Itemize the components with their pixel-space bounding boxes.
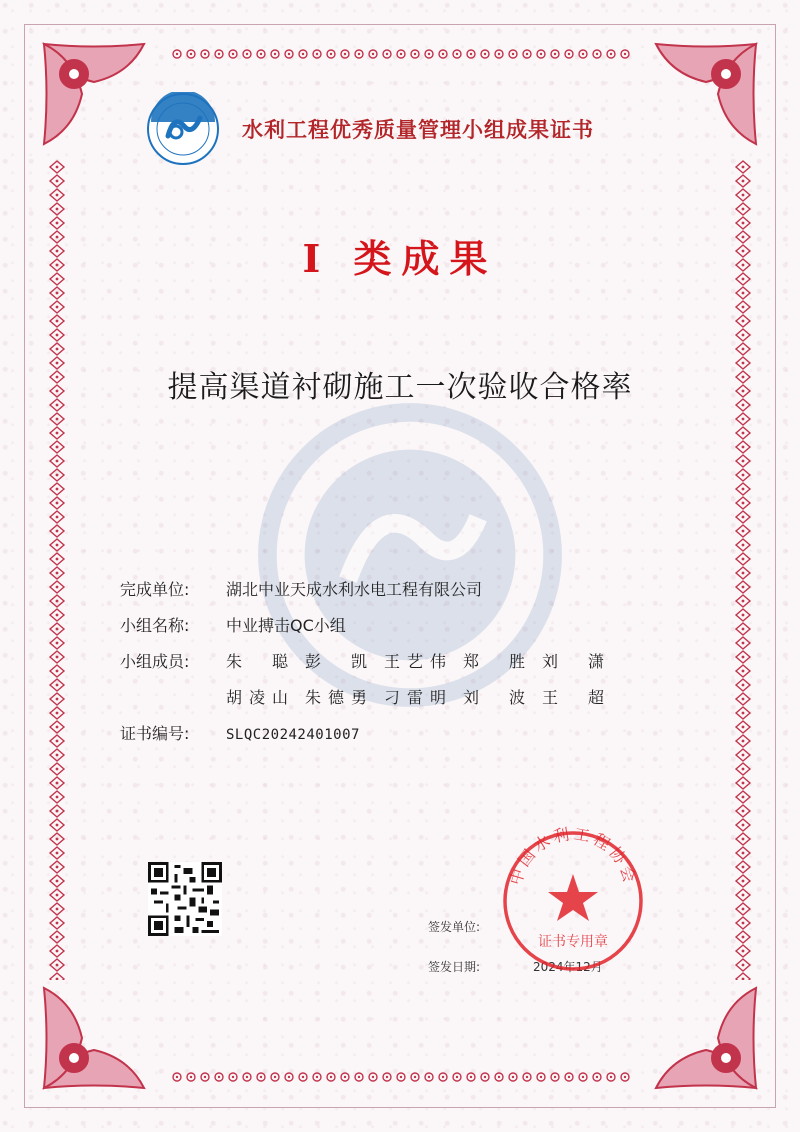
- unit-value: 湖北中业天成水利水电工程有限公司: [226, 580, 483, 599]
- cert-no-row: [120, 722, 482, 758]
- bottom-decor-band: [170, 1068, 630, 1086]
- group-row: [120, 614, 482, 650]
- member-name: 朱 聪: [226, 652, 288, 671]
- member-name: 刁雷明: [384, 688, 446, 707]
- cert-no-label: 证书编号:: [120, 724, 190, 743]
- member-name: 王艺伟: [384, 652, 446, 671]
- member-name: 彭 凯: [305, 652, 367, 671]
- members-list: [226, 650, 626, 722]
- members-line: [226, 686, 626, 722]
- unit-label: 完成单位:: [120, 580, 190, 599]
- corner-ornament-icon: [34, 978, 154, 1098]
- left-decor-band: [47, 160, 67, 980]
- unit-row: [120, 578, 482, 614]
- achievement-grade: I 类成果: [302, 236, 498, 281]
- association-logo-icon: [146, 92, 220, 166]
- official-seal-icon: [498, 826, 648, 976]
- right-decor-band: [733, 160, 753, 980]
- members-line: [226, 650, 626, 686]
- svg-text:证书专用章: 证书专用章: [538, 934, 608, 950]
- members-label: 小组成员:: [120, 652, 190, 671]
- group-label: 小组名称:: [120, 616, 190, 635]
- certificate-info: [120, 578, 604, 758]
- members-row: [120, 650, 604, 722]
- corner-ornament-icon: [646, 978, 766, 1098]
- issuer-label: 签发单位:: [428, 920, 481, 934]
- top-decor-band: [170, 45, 630, 63]
- svg-text:中国水利工程协会: 中国水利工程协会: [506, 826, 640, 888]
- member-name: 王 超: [542, 688, 604, 707]
- qr-code-icon: [148, 862, 222, 936]
- member-name: 胡凌山: [226, 688, 288, 707]
- cert-no-value: SLQC20242401007: [226, 727, 360, 743]
- member-name: 刘 波: [463, 688, 525, 707]
- certificate-header-title: 水利工程优秀质量管理小组成果证书: [242, 117, 594, 142]
- member-name: 刘 潇: [542, 652, 604, 671]
- project-title: 提高渠道衬砌施工一次验收合格率: [167, 370, 633, 405]
- issue-date-label: 签发日期:: [428, 960, 481, 974]
- member-name: 郑 胜: [463, 652, 525, 671]
- member-name: 朱德勇: [305, 688, 367, 707]
- corner-ornament-icon: [646, 34, 766, 154]
- corner-ornament-icon: [34, 34, 154, 154]
- issue-date-value: 2024年12月: [533, 960, 603, 974]
- group-value: 中业搏击QC小组: [226, 616, 346, 635]
